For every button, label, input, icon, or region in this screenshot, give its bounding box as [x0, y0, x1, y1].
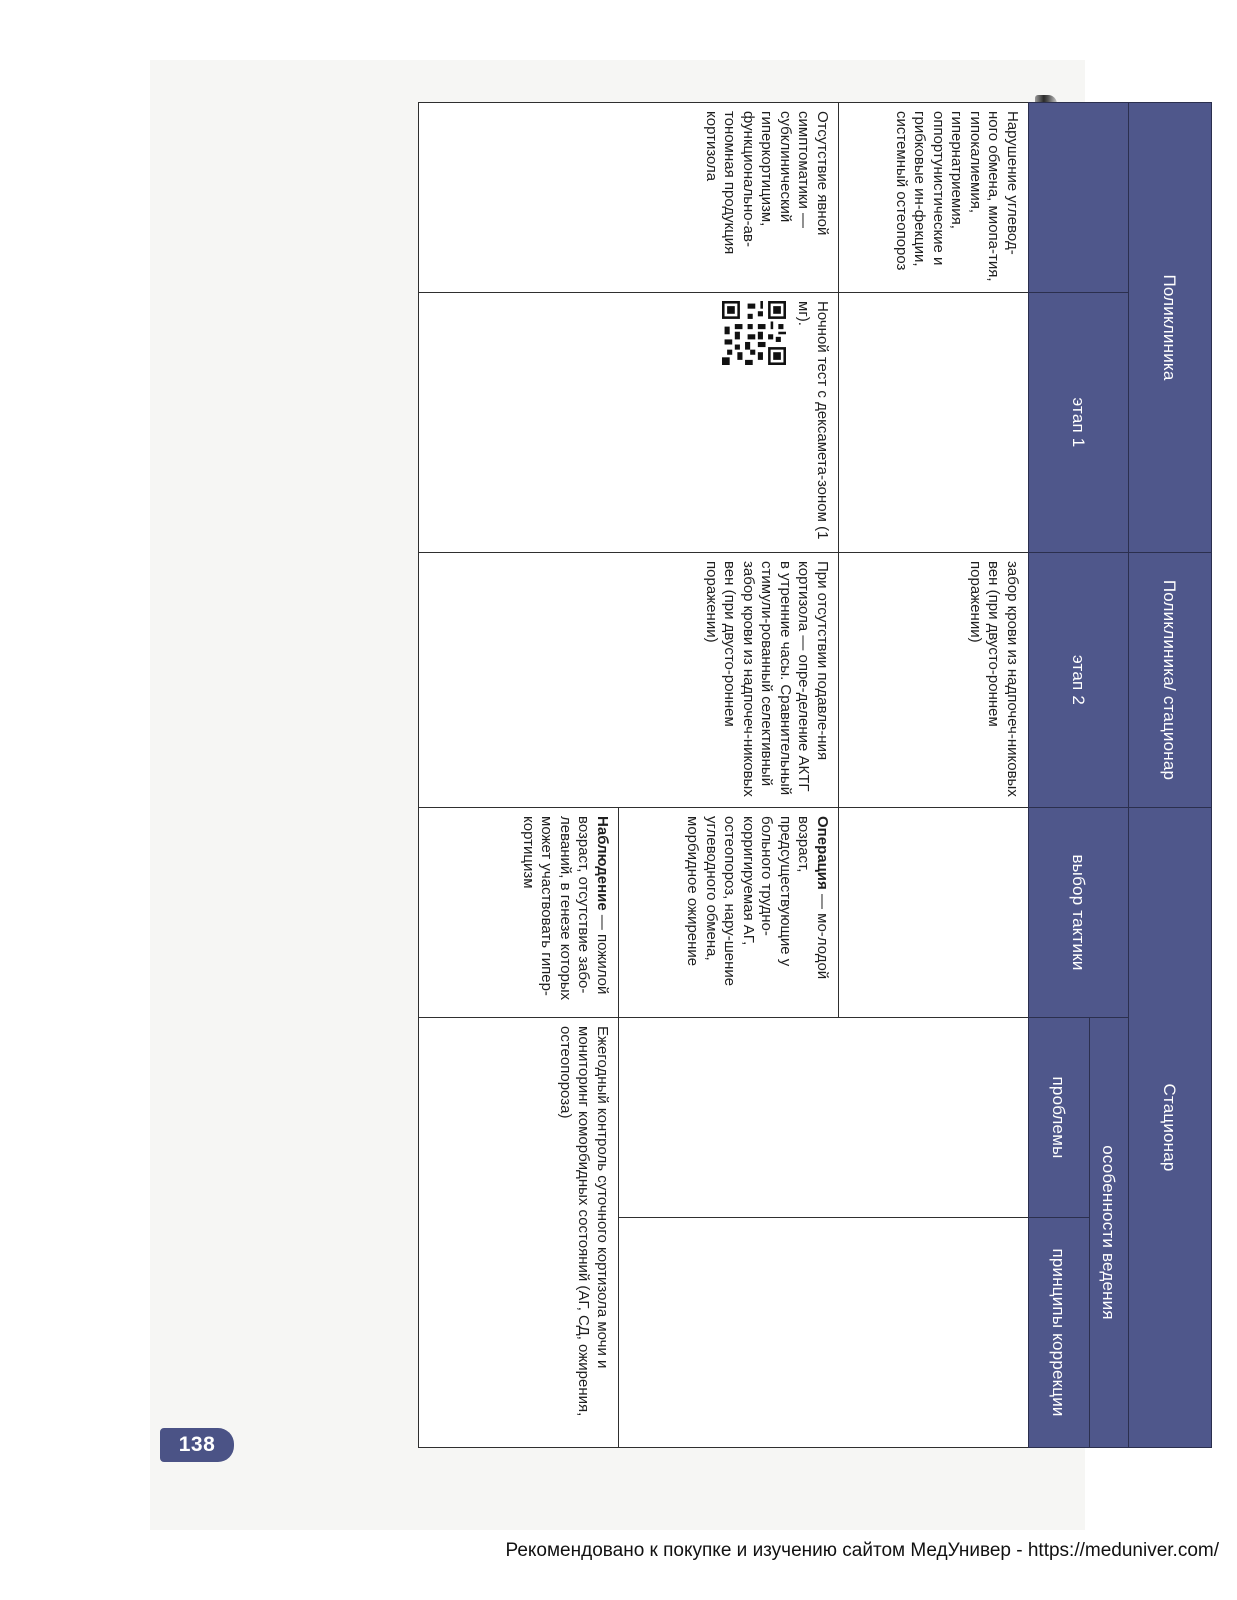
tactic-operation-title: Операция [814, 816, 831, 890]
correction-cell [619, 1218, 1029, 1448]
header-correction: принципы коррекции [1029, 1218, 1090, 1448]
header-row-1 [1129, 103, 1212, 1448]
row1-stage2: забор крови из надпочеч-никовых вен (при двусто-роннем поражении) [839, 553, 1029, 808]
tactic-observation-text: — пожилой возраст, отсутствие забо-леваний, в генезе которых может участвовать гипер-кортицизм [520, 816, 611, 1001]
header-polyclinic: Поликлиника [1129, 103, 1212, 553]
row2-tactics-observation [419, 808, 619, 1018]
header-blank [1029, 103, 1129, 293]
qr-code-icon[interactable] [722, 301, 786, 365]
row2-tactics-operation [619, 808, 839, 1018]
header-polyclinic-stationary: Поликлиника/ стационар [1129, 553, 1212, 808]
rotated-table-wrapper [418, 102, 1212, 1448]
row2-stage1-text: Ночной тест с дексамета-зоном (1 мг). [795, 301, 831, 540]
header-stage2: этап 2 [1029, 553, 1129, 808]
row2-stage1 [419, 293, 839, 553]
row1-stage1 [839, 293, 1029, 553]
observation-management: Ежегодный контроль суточного кортизола мочи и мониторинг коморбидных состояний (АГ, СД, ожирения, остеопороза) [419, 1018, 619, 1448]
header-problems: проблемы [1029, 1018, 1090, 1218]
row1-manifestation: Нарушение углевод-ного обмена, миопа-тия, гипокалиемия, гипернатриемия, оппортунистические и грибковые ин-фекции, системный остеопороз [839, 103, 1029, 293]
header-row-2 [1090, 103, 1129, 1448]
footer-recommendation: Рекомендовано к покупке и изучению сайтом МедУнивер - https://meduniver.com/ [505, 1540, 1219, 1561]
tactic-observation-title: Наблюдение [594, 816, 611, 911]
header-stationary: Стационар [1129, 808, 1212, 1448]
tactic-operation-text: — мо-лодой возраст, предсуществующие у больного трудно-корригируемая АГ, остеопороз, нару-шение углеводного обмена, морбидное ожирение [684, 816, 831, 987]
row2-stage2: При отсутствии подавле-ния кортизола — опре-деление АКТГ в утренние часы. Сравнительный стимули-рованный селективный забор крови из надпочеч-никовых вен (при двусто-роннем поражении) [419, 553, 839, 808]
header-management: особенности ведения [1090, 1018, 1129, 1448]
problems-cell [619, 1018, 1029, 1218]
table-row [839, 103, 1029, 1448]
header-stage1: этап 1 [1029, 293, 1129, 553]
row2-manifestation: Отсутствие явной симптоматики — субклинический гиперкортицизм, функционально-ав-тономная продукция кортизола [419, 103, 839, 293]
page-number-badge: 138 [160, 1428, 234, 1462]
row1-tactics [839, 808, 1029, 1018]
diagnostics-table [418, 102, 1212, 1448]
header-tactics: выбор тактики [1029, 808, 1129, 1018]
